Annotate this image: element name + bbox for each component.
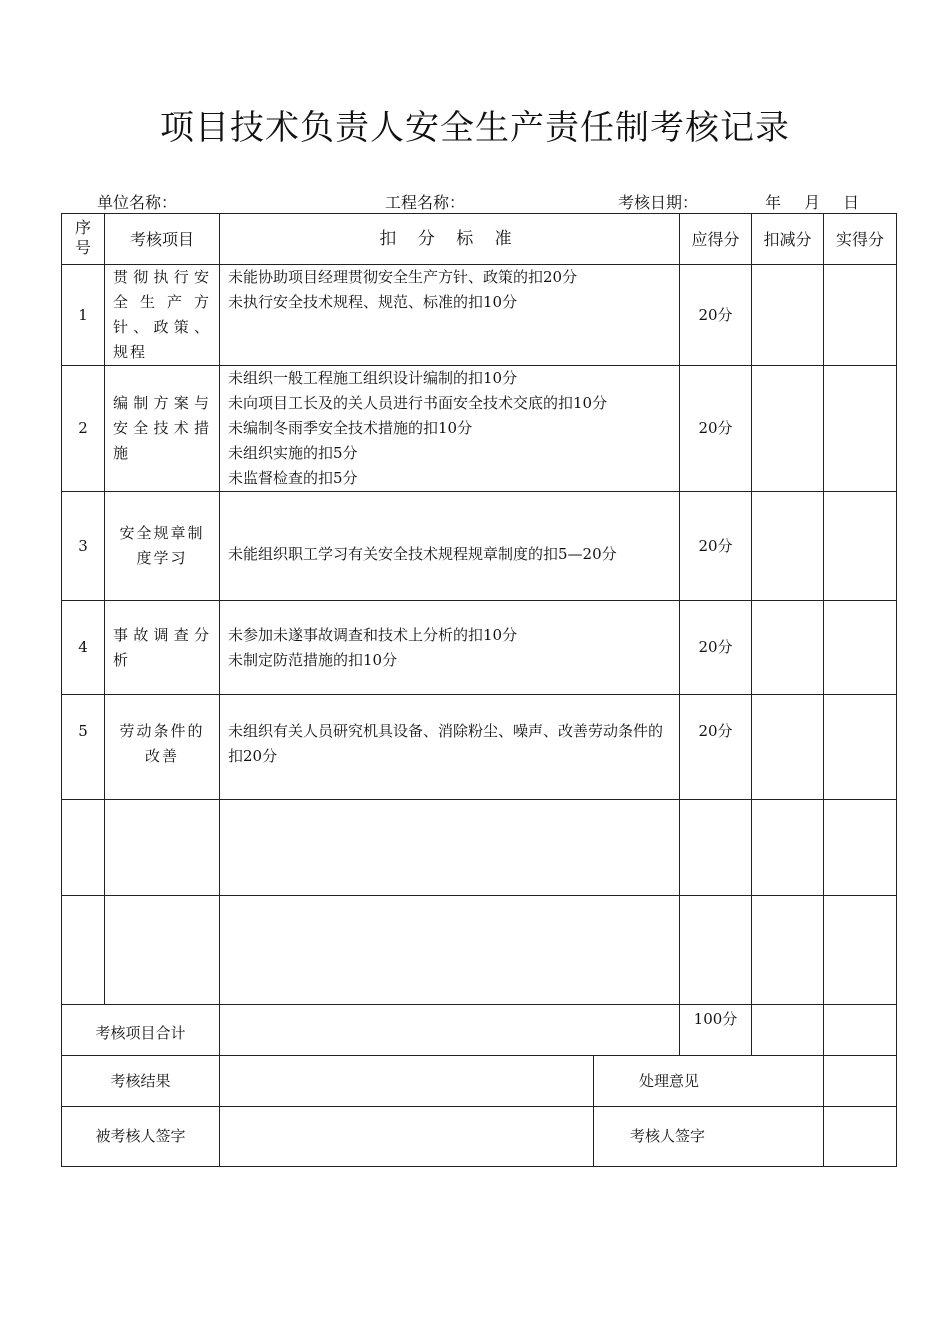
standard-line: 未监督检查的扣5分 [228,469,358,487]
table-row [62,265,897,366]
row-deduct[interactable] [752,896,824,1005]
exam-date-ymd: 年 月 日 [765,193,860,212]
row-item [105,492,220,601]
row-item-text: 编制方案与安全技术措施 [113,394,211,462]
row-item-text: 安全规章制度学习 [119,524,205,567]
row-deduct[interactable] [752,601,824,695]
row-due: 20分 [680,492,752,601]
result-label: 考核结果 [62,1056,220,1107]
row-item-text: 贯彻执行安全生产方针、政策、规程 [113,268,211,361]
table-row [62,601,897,695]
row-item[interactable] [105,800,220,896]
examiner-sign-field[interactable] [824,1107,897,1167]
row-item [105,366,220,492]
table-row [62,366,897,492]
examinee-sign-field[interactable] [220,1107,594,1167]
row-due: 20分 [680,601,752,695]
row-actual[interactable] [824,896,897,1005]
standard-line: 未执行安全技术规程、规范、标准的扣10分 [228,293,518,311]
row-due[interactable] [680,800,752,896]
standard-line: 未组织有关人员研究机具设备、消除粉尘、噪声、改善劳动条件的扣20分 [228,722,664,765]
row-standard [220,601,680,695]
row-deduct[interactable] [752,800,824,896]
row-actual[interactable] [824,366,897,492]
row-deduct[interactable] [752,492,824,601]
total-standard[interactable] [220,1005,680,1056]
project-name-label: 工程名称： [385,193,466,212]
standard-line: 未组织一般工程施工组织设计编制的扣10分 [228,369,518,387]
row-seq: 4 [62,601,105,695]
header-actual: 实得分 [824,214,897,265]
row-seq[interactable] [62,800,105,896]
opinion-label-text: 处理意见 [639,1071,700,1090]
row-due: 20分 [680,695,752,800]
unit-name-label: 单位名称： [97,193,178,212]
assessment-table [61,213,897,1167]
examiner-sign-label-text: 考核人签字 [630,1127,706,1145]
signature-row [62,1107,897,1167]
row-standard [220,695,680,800]
total-label: 考核项目合计 [62,1005,220,1056]
standard-line: 未制定防范措施的扣10分 [228,650,398,669]
header-item: 考核项目 [105,214,220,265]
result-row [62,1056,897,1107]
row-due: 20分 [680,265,752,366]
header-row [62,214,897,265]
standard-line: 未组织实施的扣5分 [228,444,358,462]
row-deduct[interactable] [752,265,824,366]
row-standard [220,265,680,366]
row-seq[interactable] [62,896,105,1005]
row-standard[interactable] [220,800,680,896]
exam-date-label: 考核日期： [618,193,699,212]
standard-line: 未参加未遂事故调查和技术上分析的扣10分 [228,625,518,644]
row-seq: 5 [62,695,105,800]
row-item[interactable] [105,896,220,1005]
total-actual[interactable] [824,1005,897,1056]
row-seq: 3 [62,492,105,601]
row-item [105,601,220,695]
table-row [62,695,897,800]
header-standard: 扣 分 标 准 [220,214,680,265]
row-standard [220,366,680,492]
total-row [62,1005,897,1056]
row-item-text: 劳动条件的改善 [119,722,205,765]
header-due: 应得分 [680,214,752,265]
row-item [105,265,220,366]
row-actual[interactable] [824,265,897,366]
total-deduct[interactable] [752,1005,824,1056]
row-actual[interactable] [824,601,897,695]
opinion-field[interactable] [824,1056,897,1107]
standard-line: 未能协助项目经理贯彻安全生产方针、政策的扣20分 [228,268,578,286]
row-seq: 1 [62,265,105,366]
row-actual[interactable] [824,800,897,896]
row-actual[interactable] [824,695,897,800]
row-item-text: 事故调查分析 [113,625,211,669]
row-standard [220,492,680,601]
row-actual[interactable] [824,492,897,601]
standard-line: 未向项目工长及的关人员进行书面安全技术交底的扣10分 [228,394,608,412]
page-title: 项目技术负责人安全生产责任制考核记录 [160,108,790,148]
total-value: 100分 [680,1005,752,1056]
row-due: 20分 [680,366,752,492]
row-item [105,695,220,800]
row-deduct[interactable] [752,695,824,800]
standard-line: 未编制冬雨季安全技术措施的扣10分 [228,419,473,437]
examinee-sign-label: 被考核人签字 [62,1107,220,1167]
header-seq-text: 序号 [74,218,91,257]
result-field[interactable] [220,1056,594,1107]
standard-line: 未能组织职工学习有关安全技术规程规章制度的扣5—20分 [228,544,617,563]
opinion-label [594,1056,824,1107]
header-seq [62,214,105,265]
table-row [62,492,897,601]
examiner-sign-label [594,1107,824,1167]
empty-row [62,800,897,896]
header-deduct: 扣减分 [752,214,824,265]
row-deduct[interactable] [752,366,824,492]
row-due[interactable] [680,896,752,1005]
row-standard[interactable] [220,896,680,1005]
empty-row [62,896,897,1005]
row-seq: 2 [62,366,105,492]
